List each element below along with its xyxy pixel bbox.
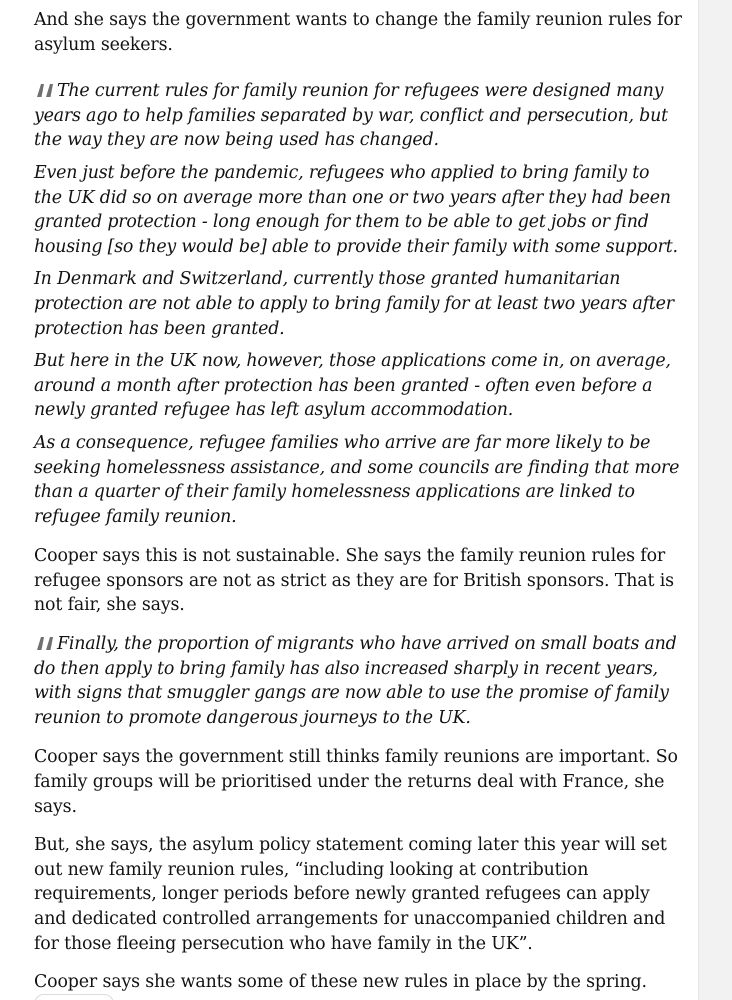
quote-paragraph [34, 632, 682, 730]
quote-paragraph: But here in the UK now, however, those applications come in, on average, around a month after protection has been granted - often even before a newly granted refugee has left asylum accommodation. [34, 351, 671, 421]
right-rail [698, 0, 732, 1000]
quote-text: The current rules for family reunion for refugees were designed many years ago to help families separated by war, conflict and persecution, but the way they are now being used has changed. [34, 81, 668, 151]
quote-mark-icon [34, 83, 54, 97]
paragraph: Cooper says this is not sustainable. She says the family reunion rules for refugee sponsors are not as strict as they are for British sponsors. That is not fair, she says. [34, 546, 674, 616]
paragraph: Cooper says she wants some of these new rules in place by the spring. [34, 972, 647, 993]
article-body [34, 0, 682, 995]
quote-paragraph: In Denmark and Switzerland, currently those granted humanitarian protection are not able to apply to bring family for at least two years after protection has been granted. [34, 269, 674, 339]
quote-mark-icon [34, 636, 54, 650]
share-chip[interactable] [34, 994, 114, 1000]
blockquote [34, 632, 682, 730]
paragraph: And she says the government wants to change the family reunion rules for asylum seekers. [34, 10, 682, 55]
blockquote [34, 79, 682, 529]
quote-paragraph [34, 79, 682, 153]
quote-paragraph: As a consequence, refugee families who arrive are far more likely to be seeking homelessness assistance, and some councils are finding that more than a quarter of their family homelessness applications are linked to refugee family reunion. [34, 432, 680, 527]
quote-text: Finally, the proportion of migrants who have arrived on small boats and do then apply to bring family has also increased sharply in recent years, with signs that smuggler gangs are now able to use the promise of family reunion to promote dangerous journeys to the UK. [34, 634, 677, 728]
paragraph: Cooper says the government still thinks family reunions are important. So family groups will be prioritised under the returns deal with France, she says. [34, 747, 678, 817]
quote-paragraph: Even just before the pandemic, refugees who applied to bring family to the UK did so on average more than one or two years after they had been granted protection - long enough for them to be able to get jobs or find housing [so they would be] able to provide their family with some support. [34, 162, 678, 257]
paragraph: But, she says, the asylum policy statement coming later this year will set out new family reunion rules, “including looking at contribution requirements, longer periods before newly granted refugees can apply and dedicated controlled arrangements for unaccompanied children and for those fleeing persecution who have family in the UK”. [34, 835, 667, 954]
